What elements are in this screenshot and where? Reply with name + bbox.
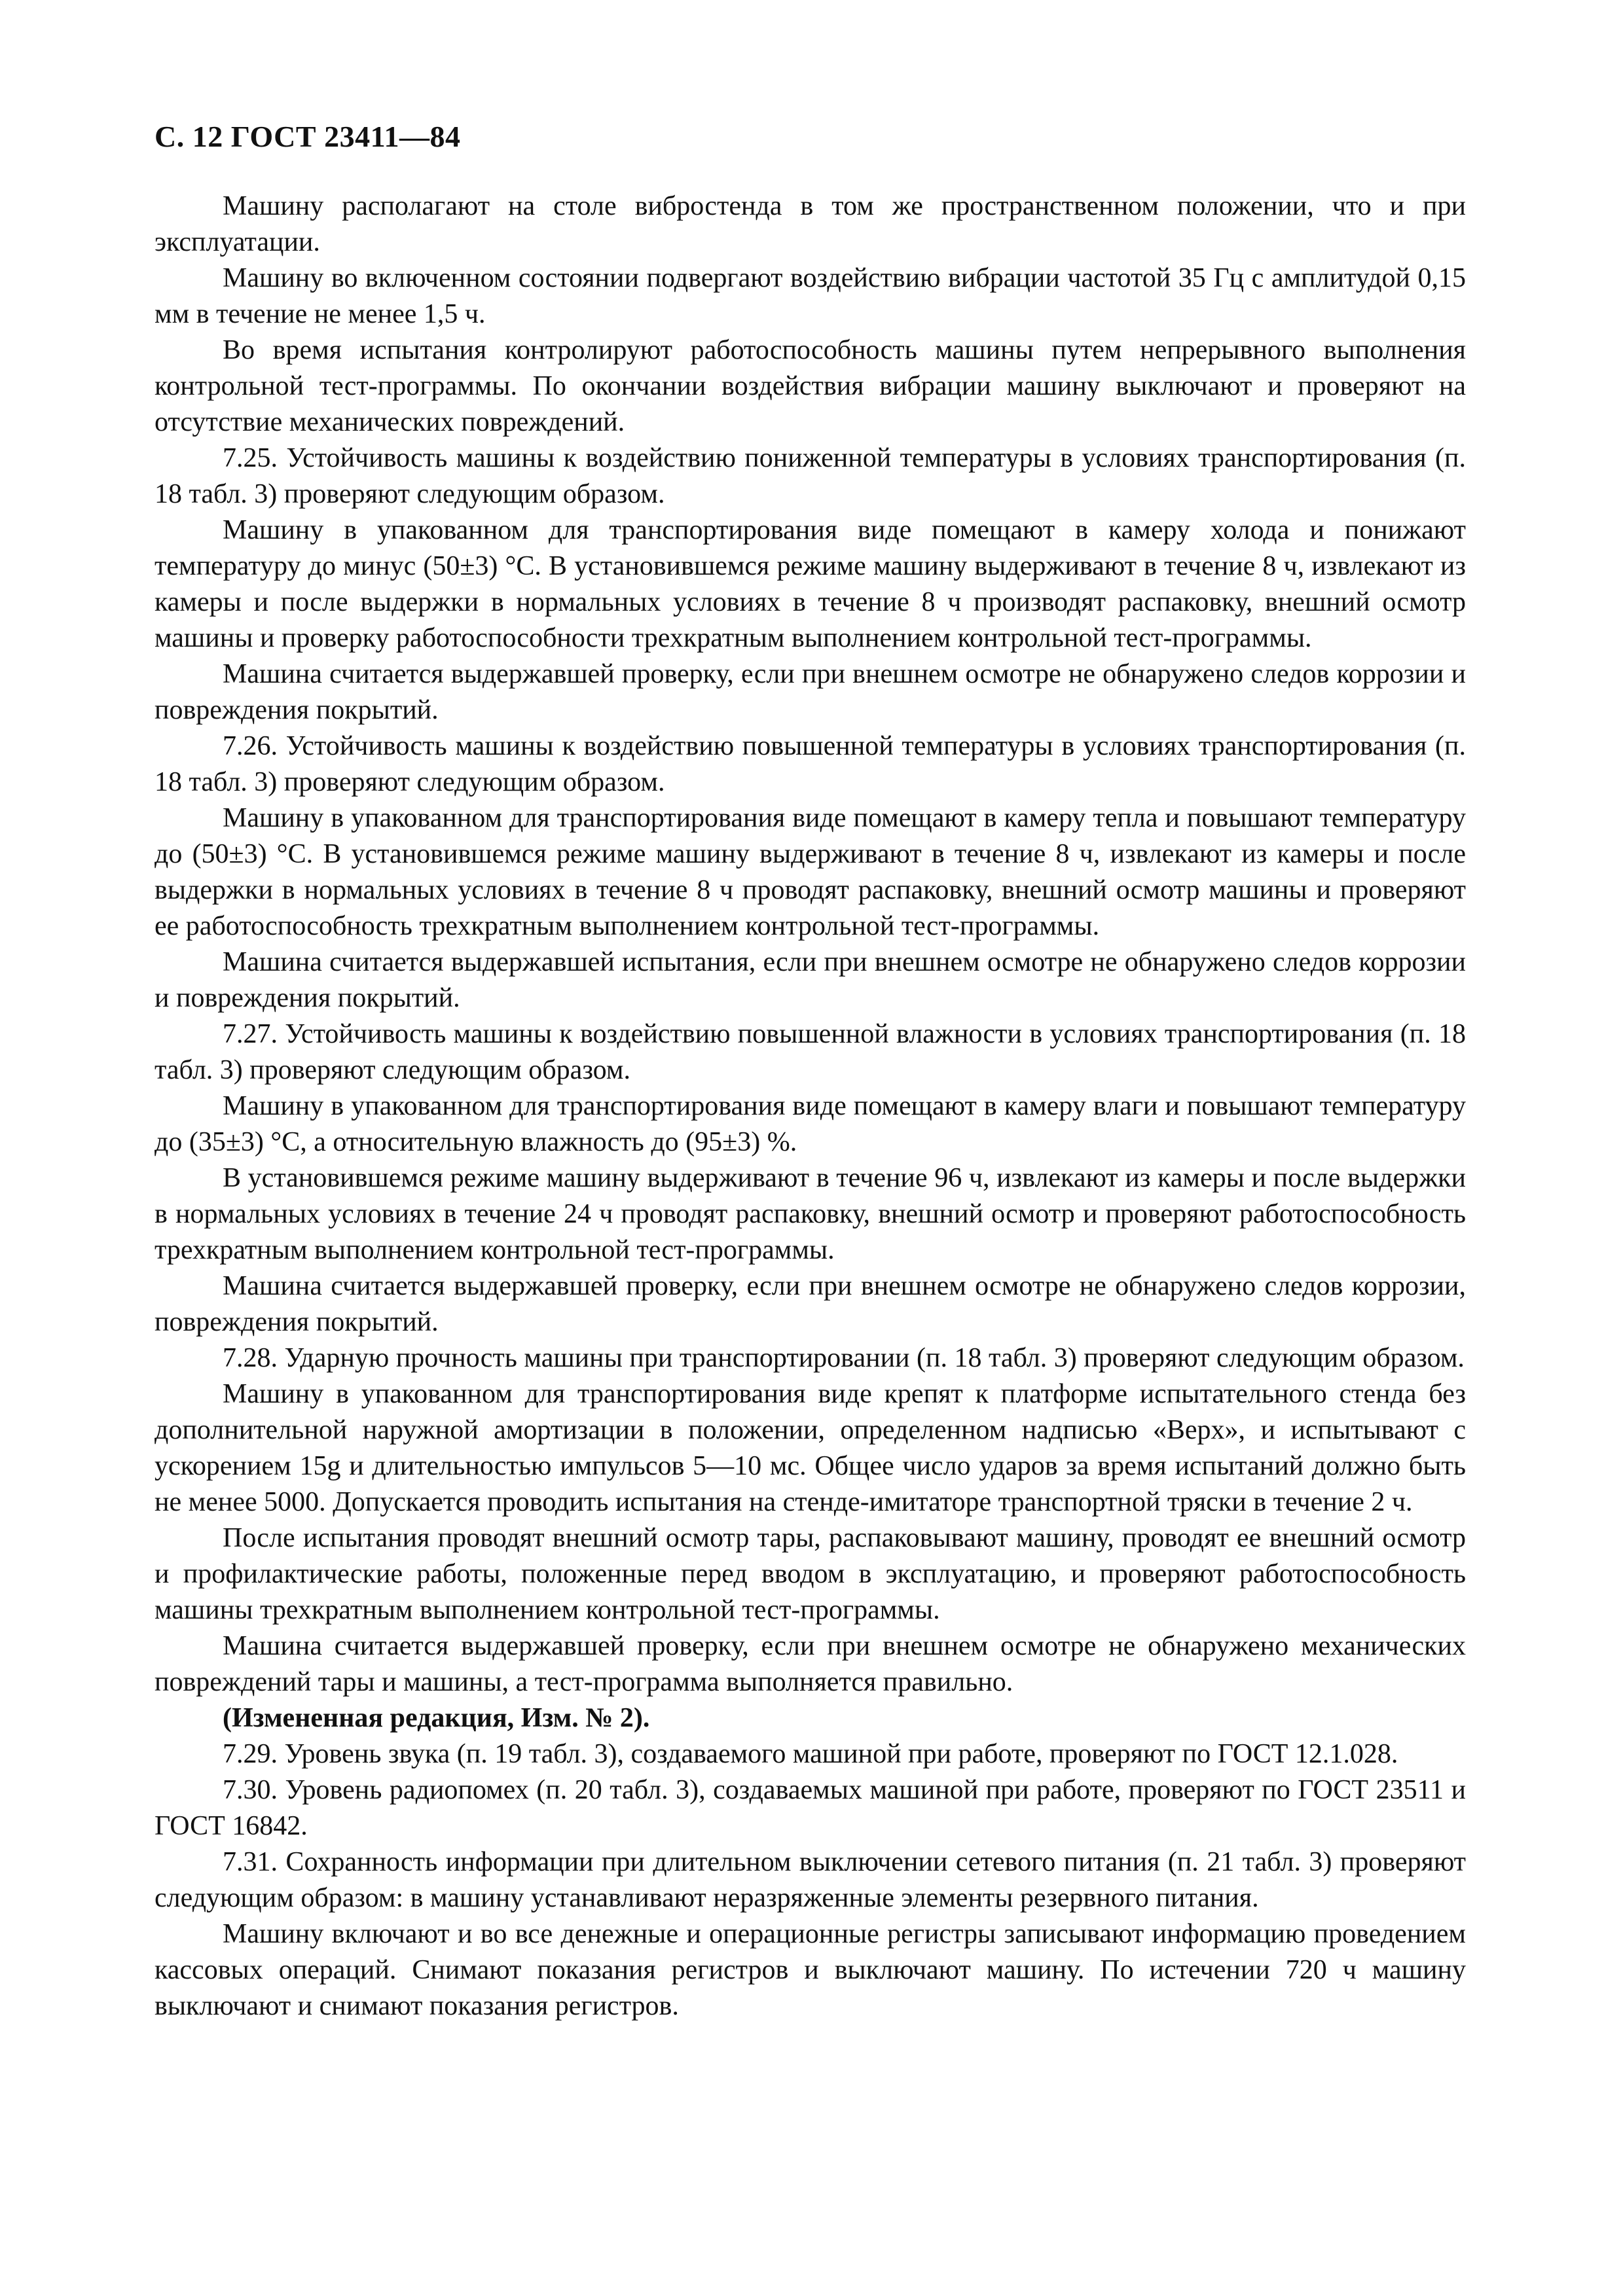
amendment-note	[155, 1700, 1466, 1736]
section-7-27: 7.27. Устойчивость машины к воздействию повышенной влажности в условиях транспортирования (п. 18 табл. 3) проверяют следующим образом.	[155, 1019, 1466, 1085]
paragraph: Машина считается выдержавшей проверку, если при внешнем осмотре не обнаружено следов коррозии и повреждения покрытий.	[155, 659, 1466, 725]
paragraph: Машину включают и во все денежные и операционные регистры записывают информацию проведением кассовых операций. Снимают показания регистров и выключают машину. По истечении 720 ч машину выключают и снимают показания регистров.	[155, 1919, 1466, 2021]
document-body	[155, 188, 1466, 2024]
paragraph: Машину во включенном состоянии подвергают воздействию вибрации частотой 35 Гц с амплитудой 0,15 мм в течение не менее 1,5 ч.	[155, 263, 1466, 329]
paragraph: В установившемся режиме машину выдерживают в течение 96 ч, извлекают из камеры и после выдержки в нормальных условиях в течение 24 ч проводят распаковку, внешний осмотр и проверяют работоспособность трехкратным выполнением контрольной тест-программы.	[155, 1163, 1466, 1265]
paragraph: Машину в упакованном для транспортирования виде помещают в камеру холода и понижают температуру до минус (50±3) °С. В установившемся режиме машину выдерживают в течение 8 ч, извлекают из камеры и после выдержки в нормальных условиях в течение 8 ч производят распаковку, внешний осмотр машины и проверку работоспособности трехкратным выполнением контрольной тест-программы.	[155, 515, 1466, 653]
section-7-29: 7.29. Уровень звука (п. 19 табл. 3), создаваемого машиной при работе, проверяют по ГОСТ 12.1.028.	[223, 1739, 1398, 1769]
paragraph: Машину в упакованном для транспортирования виде помещают в камеру влаги и повышают температуру до (35±3) °С, а относительную влажность до (95±3) %.	[155, 1091, 1466, 1157]
paragraph: Машину в упакованном для транспортирования виде крепят к платформе испытательного стенда без дополнительной наружной амортизации в положении, определенном надписью «Верх», и испытывают с ускорением 15g и длительностью импульсов 5—10 мс. Общее число ударов за время испытаний должно быть не менее 5000. Допускается проводить испытания на стенде-имитаторе транспортной тряски в течение 2 ч.	[155, 1379, 1466, 1517]
paragraph: После испытания проводят внешний осмотр тары, распаковывают машину, проводят ее внешний осмотр и профилактические работы, положенные перед вводом в эксплуатацию, и проверяют работоспособность машины трехкратным выполнением контрольной тест-программы.	[155, 1523, 1466, 1625]
page-header: С. 12 ГОСТ 23411—84	[155, 120, 461, 153]
paragraph: Машина считается выдержавшей проверку, если при внешнем осмотре не обнаружено следов коррозии, повреждения покрытий.	[155, 1271, 1466, 1337]
section-7-26: 7.26. Устойчивость машины к воздействию повышенной температуры в условиях транспортирования (п. 18 табл. 3) проверяют следующим образом.	[155, 731, 1466, 797]
paragraph: Машину в упакованном для транспортирования виде помещают в камеру тепла и повышают температуру до (50±3) °С. В установившемся режиме машину выдерживают в течение 8 ч, извлекают из камеры и после выдержки в нормальных условиях в течение 8 ч проводят распаковку, внешний осмотр машины и проверяют ее работоспособность трехкратным выполнением контрольной тест-программы.	[155, 803, 1466, 941]
section-7-25: 7.25. Устойчивость машины к воздействию пониженной температуры в условиях транспортирования (п. 18 табл. 3) проверяют следующим образом.	[155, 443, 1466, 509]
paragraph: Во время испытания контролируют работоспособность машины путем непрерывного выполнения контрольной тест-программы. По окончании воздействия вибрации машину выключают и проверяют на отсутствие механических повреждений.	[155, 335, 1466, 437]
section-7-31: 7.31. Сохранность информации при длительном выключении сетевого питания (п. 21 табл. 3) проверяют следующим образом: в машину устанавливают неразряженные элементы резервного питания.	[155, 1847, 1466, 1913]
section-7-28: 7.28. Ударную прочность машины при транспортировании (п. 18 табл. 3) проверяют следующим образом.	[223, 1343, 1465, 1373]
section-7-30: 7.30. Уровень радиопомех (п. 20 табл. 3), создаваемых машиной при работе, проверяют по ГОСТ 23511 и ГОСТ 16842.	[155, 1775, 1466, 1841]
paragraph: Машину располагают на столе вибростенда в том же пространственном положении, что и при эксплуатации.	[155, 191, 1466, 257]
paragraph: Машина считается выдержавшей испытания, если при внешнем осмотре не обнаружено следов коррозии и повреждения покрытий.	[155, 947, 1466, 1013]
paragraph: Машина считается выдержавшей проверку, если при внешнем осмотре не обнаружено механических повреждений тары и машины, а тест-программа выполняется правильно.	[155, 1631, 1466, 1697]
amendment-note-text: (Измененная редакция, Изм. № 2).	[223, 1703, 650, 1733]
